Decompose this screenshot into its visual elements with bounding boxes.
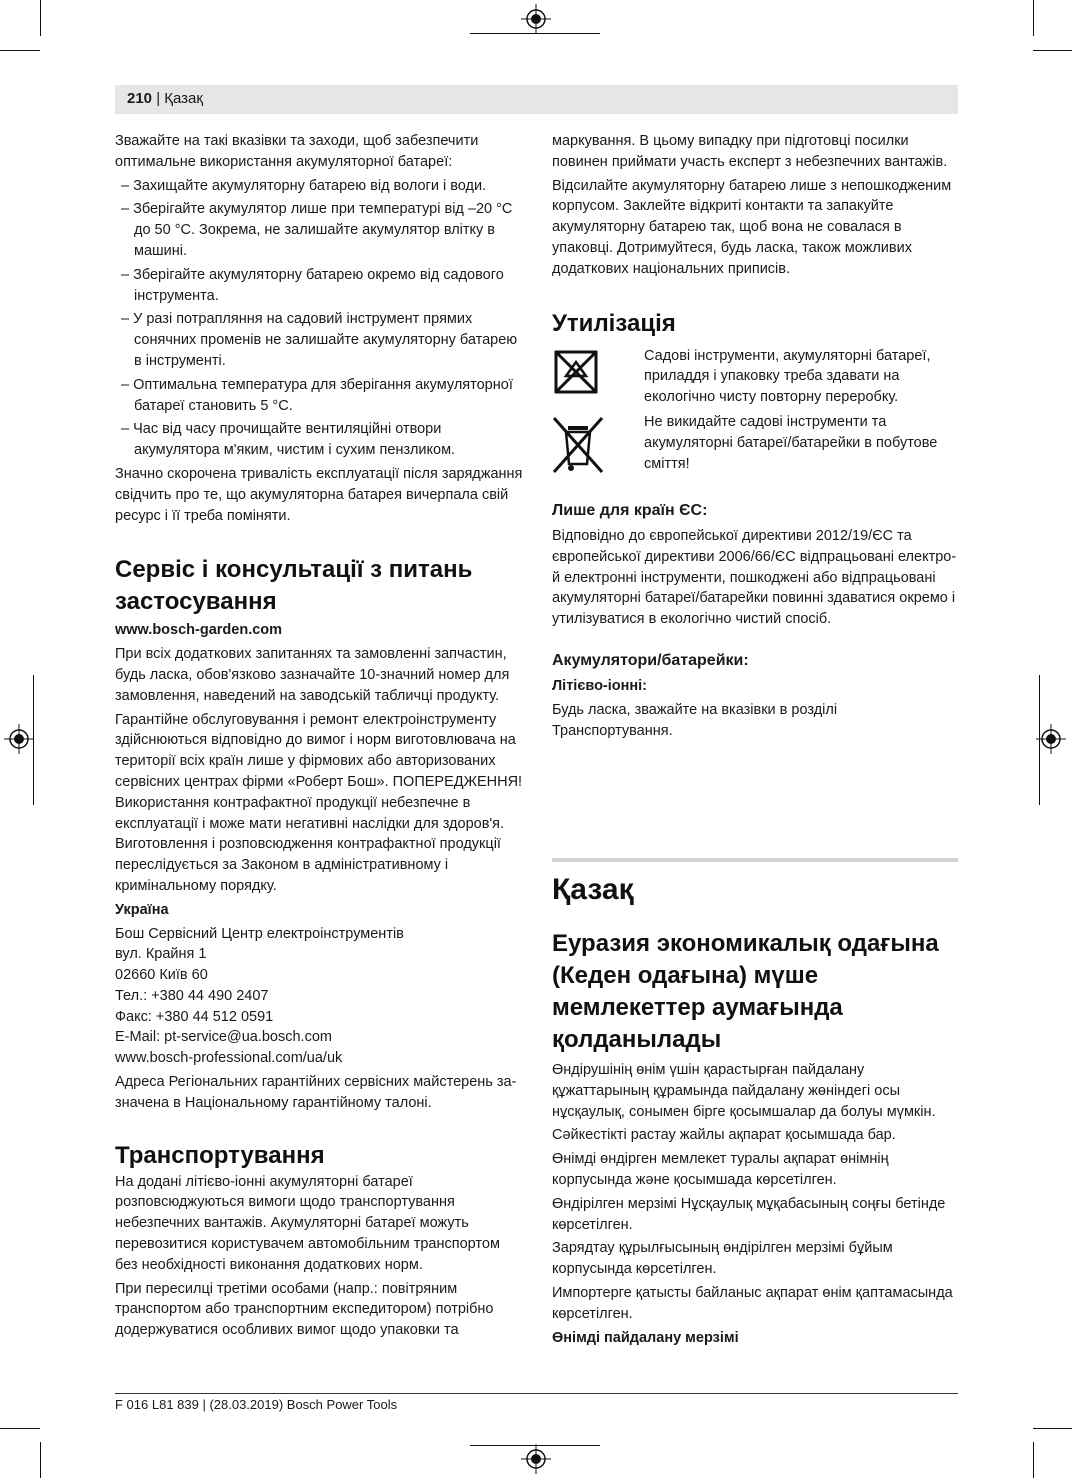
country-label: Україна — [115, 901, 169, 918]
kazakh-paragraph: Өндірілген мерзімі Нұсқаулық мұқабасының соңғы бетінде көрсетілген. — [552, 1195, 946, 1233]
transport-paragraph: При пересилці третіми особами (напр.: повітряним транспортом або транспортним експедитором) потрібно додержуватися особливих вимог щодо упаковки та — [115, 1280, 494, 1339]
page-header-bar — [115, 85, 958, 114]
no-garbage-recycle-icon — [552, 346, 604, 400]
address-line: 02660 Київ 60 — [115, 967, 208, 984]
crossed-wheelie-bin-icon — [552, 412, 604, 476]
page-footer: F 016 L81 839 | (28.03.2019) Bosch Power Tools — [115, 1397, 398, 1412]
disposal-paragraph: Не викидайте садові інструменти та акумуляторні батареї/батарейки в побутове сміття! — [644, 413, 938, 472]
page-number: 210 — [127, 90, 153, 107]
kazakh-title: Қазақ — [552, 873, 634, 906]
crop-mark — [0, 1428, 40, 1429]
transport-continued: Відсилайте акумуляторну батарею лише з непошкодженим корпусом. Заклейте відкриті контакти та запакуйте акумуляторну батарею так, щоб вона не совалася в упаковці. Дотримуйтеся, будь ласка, також можливих додаткових національних приписів. — [552, 177, 952, 277]
service-paragraph: Гарантійне обслуговування і ремонт електроінструменту здійснюються відповідно до вимог і норм виготовлювача на території всіх країн лише у фірмових або авторизованих сервісних центрах фірми «Роберт Бош». ПОПЕРЕДЖЕННЯ! Використання контрафактної продукції небезпечне в експлуатації і може мати негативні наслідки для здоров'я. Виготовлення і розповсюдження контрафактної продукції переслідується за Законом в адміністративному і кримінальному порядку. — [115, 711, 523, 894]
transport-continued: маркування. В цьому випадку при підготовці посилки повинен приймати участь експерт з небезпечних вантажів. — [552, 133, 948, 170]
battery-intro: Зважайте на такі вказівки та заходи, щоб забезпечити оптимальне використання акумуляторної батареї: — [115, 133, 479, 170]
crop-mark — [1033, 1428, 1072, 1429]
crop-mark — [40, 1442, 41, 1478]
address-website[interactable]: www.bosch-professional.com/ua/uk — [115, 1050, 343, 1067]
header-language: Қазақ — [164, 90, 203, 107]
list-item: – Зберігайте акумуляторну батарею окремо від садового інструмента. — [121, 266, 504, 304]
li-ion-paragraph: Будь ласка, зважайте на вказівки в розділі Транспортування. — [552, 701, 838, 739]
service-heading: Сервіс і консультації з питань застосування — [115, 556, 473, 616]
eu-heading: Лише для країн ЄС: — [552, 501, 708, 519]
right-column — [552, 131, 958, 744]
registration-target-icon — [4, 724, 34, 754]
footer-rule — [115, 1393, 958, 1394]
kazakh-paragraph: Өндірушінің өнім үшін қарастырған пайдалану құжаттарының құрамында пайдалану жөніндегі осы нұсқаулық, сонымен бірге қосымшалар да болуы мүмкін. — [552, 1062, 936, 1120]
list-item: – Час від часу прочищайте вентиляційні отвори акумулятора м'яким, чистим і сухим пензликом. — [121, 421, 456, 459]
page-header: 210 | Қазақ — [127, 90, 203, 107]
address-phone: Тел.: +380 44 490 2407 — [115, 987, 269, 1004]
registration-target-icon — [1036, 724, 1066, 754]
eu-paragraph: Відповідно до європейської директиви 2012/19/ЄС та європейської директиви 2006/66/ЄС відпрацьовані електро- й електронні інструменти, пошкоджені або відпрацьовані акумуляторні батареї/батарейки повинні здаватися окремо і утилізуватися в екологічно чистий спосіб. — [552, 527, 957, 628]
kazakh-heading: Еуразия экономикалық одағына (Кеден одағына) мүше мемлекеттер аумағында қолданылады — [552, 930, 939, 1053]
list-item: – Зберігайте акумулятор лише при температурі від –20 °C до 50 °C. Зокрема, не залишайте акумулятор влітку в машині. — [121, 201, 513, 259]
address-fax: Факс: +380 44 512 0591 — [115, 1008, 274, 1025]
section-divider — [552, 858, 958, 862]
address-email[interactable]: E-Mail: pt-service@ua.bosch.com — [115, 1029, 332, 1046]
crop-mark — [1033, 50, 1072, 51]
crop-mark — [0, 50, 40, 51]
kazakh-paragraph: Сәйкестікті растау жайлы ақпарат қосымшада бар. — [552, 1127, 896, 1144]
kazakh-paragraph: Зарядтау құрылғысының өндірілген мерзімі бұйым корпусында көрсетілген. — [552, 1240, 893, 1278]
kazakh-paragraph: Импортерге қатысты байланыс ақпарат өнім қаптамасында көрсетілген. — [552, 1284, 953, 1322]
disposal-recycle-row — [552, 346, 958, 408]
transport-heading: Транспортування — [115, 1141, 325, 1169]
crop-mark — [40, 0, 41, 36]
regional-note: Адреса Регіональних гарантійних сервісних майстерень за- значена в Національному гарантійному талоні. — [115, 1074, 517, 1111]
kazakh-paragraph: Өнімді өндірген мемлекет туралы ақпарат өнімнің корпусында және қосымшада көрсетілген. — [552, 1151, 889, 1188]
kazakh-subheading: Өнімді пайдалану мерзімі — [552, 1329, 739, 1346]
list-item: – Захищайте акумуляторну батарею від вологи і води. — [121, 177, 487, 194]
address-line: Бош Сервісний Центр електроінструментів — [115, 925, 404, 942]
crop-mark — [1033, 1442, 1034, 1478]
disposal-heading: Утилізація — [552, 309, 676, 337]
service-address — [115, 924, 523, 1070]
list-item: – Оптимальна температура для зберігання акумуляторної батареї становить 5 °C. — [121, 376, 513, 414]
list-item: – У разі потрапляння на садовий інструмент прямих сонячних променів не залишайте акумуляторну батарею в інструменті. — [121, 311, 518, 369]
crop-mark — [1033, 0, 1034, 36]
kazakh-section — [552, 870, 958, 1351]
batteries-heading: Акумулятори/батарейки: — [552, 651, 749, 669]
registration-target-icon — [521, 1444, 551, 1474]
service-paragraph: При всіх додаткових запитаннях та замовленні запчастин, будь ласка, обов'язково зазначайте 10-значний номер для замовлення, наведений на заводській табличці продукту. — [115, 646, 510, 704]
service-url[interactable]: www.bosch-garden.com — [115, 622, 283, 639]
disposal-paragraph: Садові інструменти, акумуляторні батареї, приладдя і упаковку треба здавати на екологічно чисту повторну переробку. — [644, 347, 931, 406]
address-line: вул. Крайня 1 — [115, 946, 207, 963]
li-ion-heading: Літієво-іонні: — [552, 677, 648, 694]
transport-paragraph: На додані літієво-іонні акумуляторні батареї розповсюджуються вимоги щодо транспортування небезпечних вантажів. Акумуляторні батареї можуть перевозитися користувачем автомобільним транспортом без необхідності виконання додаткових норм. — [115, 1173, 500, 1273]
left-column — [115, 131, 523, 1344]
battery-note: Значно скорочена тривалість експлуатації після заряджання свідчить про те, що акумуляторна батарея вичерпала свій ресурс і її треба поміняти. — [115, 465, 523, 524]
disposal-bin-row — [552, 412, 958, 476]
registration-target-icon — [521, 4, 551, 34]
